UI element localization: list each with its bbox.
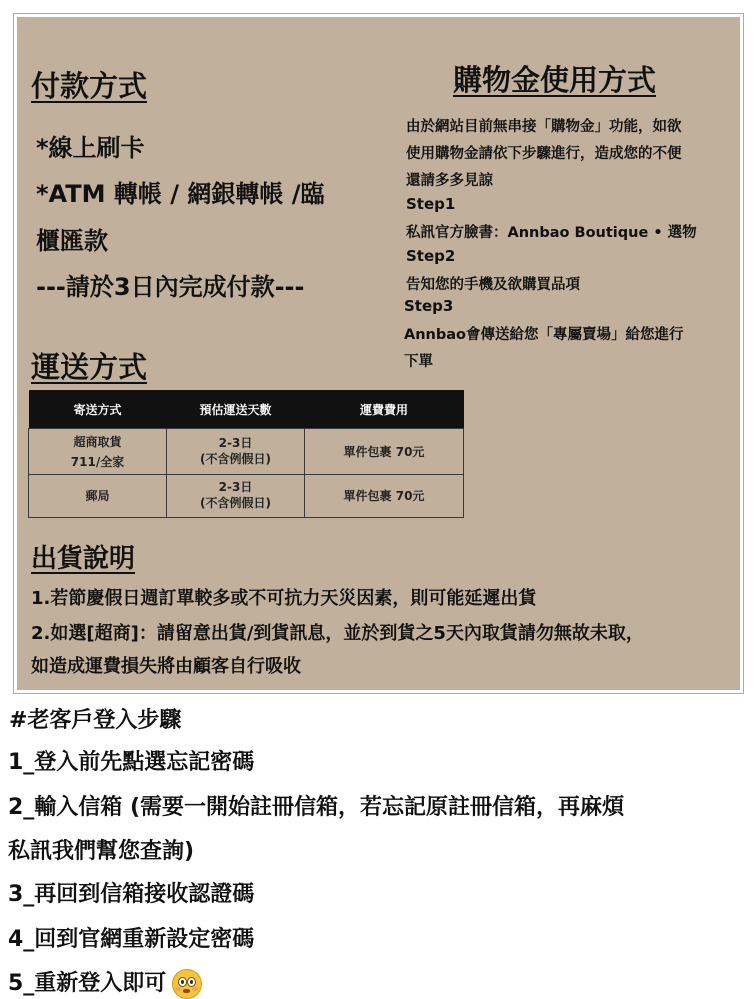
shipping-days-note: (不含例假日) (200, 496, 271, 510)
shipping-method: 郵局 (85, 489, 110, 503)
login-step: 1_登入前先點選忘記密碼 (8, 750, 255, 775)
payment-line: *ATM 轉帳 / 網銀轉帳 /臨 (36, 180, 325, 208)
shipping-method: 超商取貨 (73, 434, 122, 449)
step-label: Step2 (406, 247, 456, 265)
step-text: 告知您的手機及欲購買品項 (406, 277, 580, 293)
shopping-credit-title: 購物金使用方式 (453, 63, 657, 97)
step-text: Annbao會傳送給您「專屬賣場」給您進行 (404, 327, 684, 343)
table-cell (29, 475, 167, 518)
login-step: 4_回到官網重新設定密碼 (8, 927, 255, 952)
table-row (29, 475, 464, 518)
table-cell (29, 429, 167, 475)
smiling-face-icon (172, 969, 202, 999)
delivery-note-line: 如造成運費損失將由顧客自行吸收 (31, 656, 301, 677)
shipping-days-note: (不含例假日) (200, 451, 271, 466)
payment-line: ---請於3日內完成付款--- (36, 273, 305, 301)
login-steps-title: #老客戶登入步驟 (9, 708, 182, 733)
table-cell: 單件包裹 70元 (305, 475, 464, 518)
delivery-note-line: 1.若節慶假日週訂單較多或不可抗力天災因素，則可能延遲出貨 (31, 588, 537, 609)
shipping-table (28, 390, 464, 518)
shipping-method-detail: 711/全家 (70, 454, 125, 469)
table-header-cell: 寄送方式 (29, 390, 167, 429)
login-step: 5_重新登入即可 (8, 971, 167, 996)
login-step-final (8, 966, 202, 999)
table-row (29, 429, 464, 475)
shipping-title: 運送方式 (31, 350, 148, 384)
table-header-cell: 預估運送天數 (167, 390, 305, 429)
payment-title: 付款方式 (31, 69, 148, 103)
shipping-days: 2-3日 (218, 435, 253, 450)
table-header-cell: 運費費用 (305, 390, 464, 429)
login-step: 3_再回到信箱接收認證碼 (8, 882, 255, 907)
shopping-credit-intro: 還請多多見諒 (406, 173, 493, 189)
step-text: 下單 (404, 354, 433, 370)
shopping-credit-intro: 由於網站目前無串接「購物金」功能，如欲 (406, 119, 682, 135)
payment-line: 櫃匯款 (36, 227, 108, 255)
delivery-note-line: 2.如選[超商]：請留意出貨/到貨訊息，並於到貨之5天內取貨請勿無故未取， (31, 623, 644, 644)
step-label: Step3 (404, 297, 454, 315)
table-cell: 單件包裹 70元 (305, 429, 464, 475)
delivery-notes-title: 出貨說明 (31, 544, 136, 574)
table-cell (167, 475, 305, 518)
login-step: 私訊我們幫您查詢) (8, 839, 195, 864)
payment-line: *線上刷卡 (36, 134, 145, 162)
shopping-credit-intro: 使用購物金請依下步驟進行，造成您的不便 (406, 146, 682, 162)
login-step: 2_輸入信箱 (需要一開始註冊信箱，若忘記原註冊信箱，再麻煩 (8, 795, 625, 820)
step-text: 私訊官方臉書：Annbao Boutique • 選物 (406, 225, 697, 241)
table-cell (167, 429, 305, 475)
step-label: Step1 (406, 195, 456, 213)
shipping-days: 2-3日 (218, 480, 253, 494)
table-header-row (29, 390, 464, 429)
